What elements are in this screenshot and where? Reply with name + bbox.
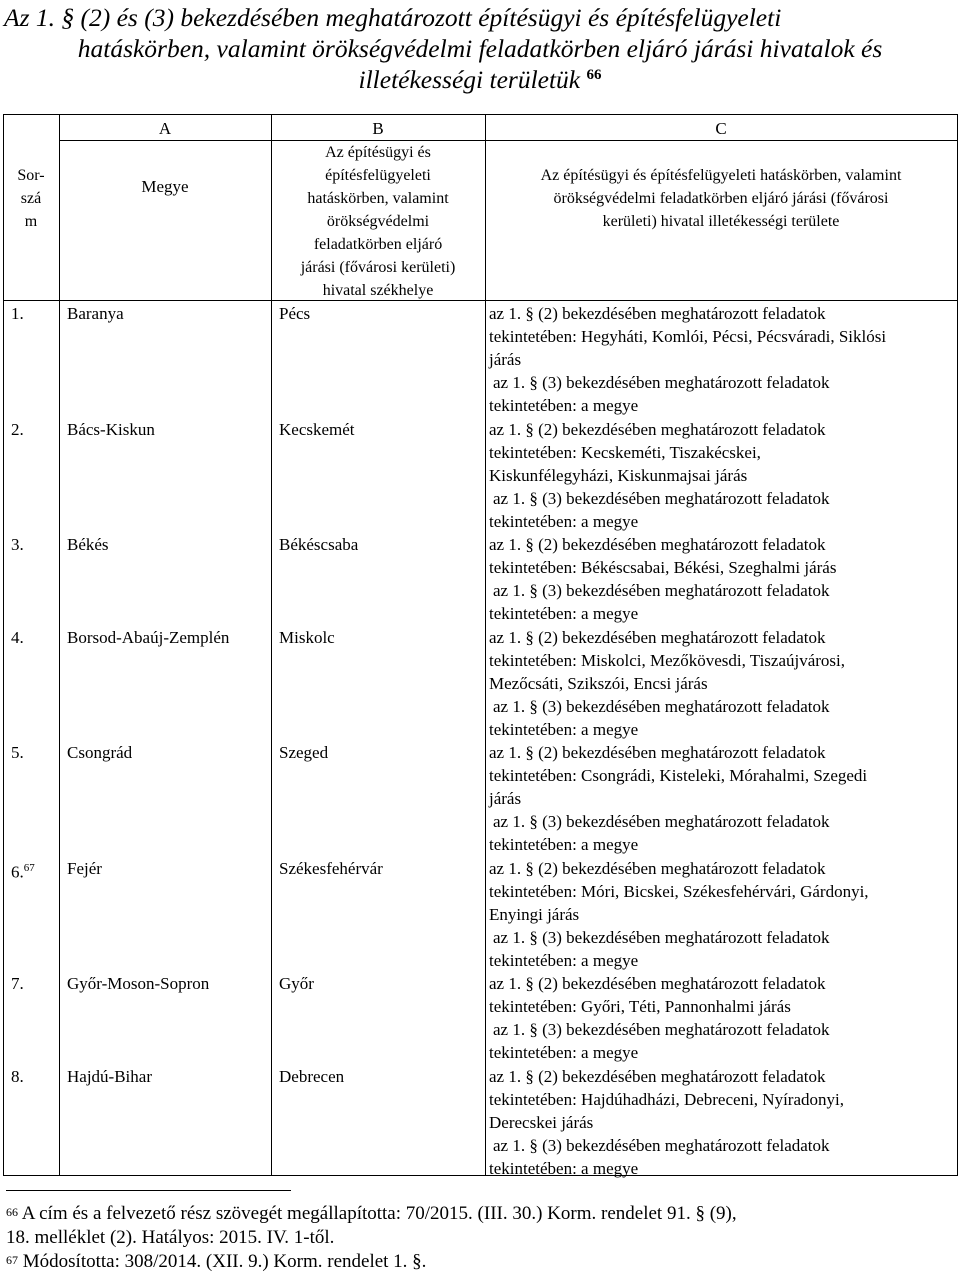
- jurisdiction-line: tekintetében: Hajdúhadházi, Debreceni, Nyíradonyi,: [489, 1090, 844, 1109]
- jurisdiction-line: az 1. § (3) bekezdésében meghatározott feladatok: [493, 581, 830, 600]
- jurisdiction-line: tekintetében: a megye: [489, 835, 639, 854]
- jurisdiction-line: tekintetében: Győri, Téti, Pannonhalmi járás: [489, 997, 791, 1016]
- title-footnote-ref[interactable]: 66: [586, 67, 602, 83]
- footnote-separator: [6, 1190, 291, 1191]
- county-name: Bács-Kiskun: [67, 420, 155, 439]
- jurisdiction-line: az 1. § (2) bekezdésében meghatározott feladatok: [489, 535, 826, 554]
- header-szekhely: Az építésügyi és építésfelügyeleti hatáskörben, valamint örökségvédelmi feladatkörben eljáró járási (fővárosi kerületi) hivatal székhelye: [300, 144, 456, 299]
- jurisdiction-line: tekintetében: Kecskeméti, Tiszakécskei,: [489, 443, 761, 462]
- header-megye: Megye: [141, 177, 189, 196]
- county-name: Hajdú-Bihar: [67, 1067, 152, 1086]
- row-footnote-ref[interactable]: 67: [23, 862, 35, 874]
- office-seat: Szeged: [279, 743, 329, 762]
- row-number: 1.: [11, 304, 24, 323]
- row-number: 5.: [11, 743, 24, 762]
- jurisdiction-line: az 1. § (2) bekezdésében meghatározott feladatok: [489, 974, 826, 993]
- jurisdiction-text: [489, 1065, 949, 1180]
- jurisdiction-text: [489, 741, 949, 856]
- row-number: 7.: [11, 974, 24, 993]
- jurisdiction-text: [489, 857, 949, 972]
- jurisdiction-line: az 1. § (2) bekezdésében meghatározott feladatok: [489, 304, 826, 323]
- office-seat: Debrecen: [279, 1067, 345, 1086]
- row-number: 8.: [11, 1067, 24, 1086]
- row-number: 3.: [11, 535, 24, 554]
- jurisdiction-line: az 1. § (3) bekezdésében meghatározott feladatok: [493, 697, 830, 716]
- title-line-3: illetékességi területük: [358, 65, 581, 94]
- jurisdiction-line: az 1. § (3) bekezdésében meghatározott feladatok: [493, 489, 830, 508]
- jurisdiction-line: az 1. § (2) bekezdésében meghatározott feladatok: [489, 1067, 826, 1086]
- office-seat: Miskolc: [279, 628, 335, 647]
- jurisdiction-line: az 1. § (3) bekezdésében meghatározott feladatok: [493, 928, 830, 947]
- jurisdiction-line: Derecskei járás: [489, 1113, 594, 1132]
- title-line-1: Az 1. § (2) és (3) bekezdésében meghatározott építésügyi és építésfelügyeleti: [4, 3, 782, 32]
- county-name: Csongrád: [67, 743, 133, 762]
- jurisdiction-line: tekintetében: Hegyháti, Komlói, Pécsi, Pécsváradi, Siklósi: [489, 327, 887, 346]
- jurisdiction-line: tekintetében: a megye: [489, 396, 639, 415]
- jurisdiction-line: az 1. § (3) bekezdésében meghatározott feladatok: [493, 812, 830, 831]
- jurisdiction-line: tekintetében: Békéscsabai, Békési, Szeghalmi járás: [489, 558, 837, 577]
- jurisdiction-text: [489, 302, 949, 417]
- jurisdiction-line: tekintetében: a megye: [489, 720, 639, 739]
- jurisdiction-line: az 1. § (2) bekezdésében meghatározott feladatok: [489, 628, 826, 647]
- jurisdiction-line: tekintetében: Csongrádi, Kisteleki, Mórahalmi, Szegedi: [489, 766, 868, 785]
- jurisdiction-line: tekintetében: Móri, Bicskei, Székesfehérvári, Gárdonyi,: [489, 882, 869, 901]
- county-name: Fejér: [67, 859, 102, 878]
- jurisdiction-line: járás: [489, 350, 522, 369]
- jurisdiction-line: Enyingi járás: [489, 905, 580, 924]
- jurisdiction-text: [489, 626, 949, 741]
- column-letter-b: B: [372, 119, 384, 138]
- office-seat: Pécs: [279, 304, 311, 323]
- county-name: Győr-Moson-Sopron: [67, 974, 210, 993]
- jurisdiction-line: tekintetében: a megye: [489, 604, 639, 623]
- jurisdiction-text: [489, 533, 949, 625]
- column-letter-a: A: [158, 119, 172, 138]
- jurisdiction-line: Kiskunfélegyházi, Kiskunmajsai járás: [489, 466, 748, 485]
- county-name: Békés: [67, 535, 109, 554]
- jurisdiction-line: tekintetében: a megye: [489, 1159, 639, 1178]
- jurisdiction-line: járás: [489, 789, 522, 808]
- jurisdiction-line: tekintetében: a megye: [489, 1043, 639, 1062]
- row-number: 4.: [11, 628, 24, 647]
- jurisdiction-line: az 1. § (2) bekezdésében meghatározott feladatok: [489, 859, 826, 878]
- footnote-66: $^{66}$ A cím és a felvezető rész szövegét megállapította: 70/2015. (III. 30.) Korm. rendelet 91. § (9), 18. melléklet (2). Hatályos: 2015. IV. 1-től.: [6, 1203, 737, 1248]
- jurisdiction-line: tekintetében: Miskolci, Mezőkövesdi, Tiszaújvárosi,: [489, 651, 846, 670]
- jurisdiction-line: tekintetében: a megye: [489, 951, 639, 970]
- header-sorszam: Sor- szá m: [17, 167, 45, 230]
- office-seat: Békéscsaba: [279, 535, 359, 554]
- header-illetekesseg: Az építésügyi és építésfelügyeleti hatáskörben, valamint örökségvédelmi feladatkörben eljáró járási (fővárosi kerületi) hivatal illetékességi területe: [540, 167, 902, 230]
- county-name: Baranya: [67, 304, 124, 323]
- jurisdiction-table: [3, 114, 958, 1176]
- jurisdiction-line: Mezőcsáti, Szikszói, Encsi járás: [489, 674, 708, 693]
- jurisdiction-line: az 1. § (2) bekezdésében meghatározott feladatok: [489, 743, 826, 762]
- jurisdiction-line: az 1. § (3) bekezdésében meghatározott feladatok: [493, 1020, 830, 1039]
- office-seat: Székesfehérvár: [279, 859, 383, 878]
- row-number: 6.67: [11, 862, 35, 882]
- office-seat: Győr: [279, 974, 314, 993]
- document-title: [0, 2, 960, 95]
- jurisdiction-line: tekintetében: a megye: [489, 512, 639, 531]
- row-number: 2.: [11, 420, 24, 439]
- jurisdiction-line: az 1. § (2) bekezdésében meghatározott feladatok: [489, 420, 826, 439]
- jurisdiction-line: az 1. § (3) bekezdésében meghatározott feladatok: [493, 373, 830, 392]
- office-seat: Kecskemét: [279, 420, 355, 439]
- jurisdiction-line: az 1. § (3) bekezdésében meghatározott feladatok: [493, 1136, 830, 1155]
- column-letter-c: C: [715, 119, 727, 138]
- jurisdiction-text: [489, 972, 949, 1064]
- county-name: Borsod-Abaúj-Zemplén: [67, 628, 230, 647]
- footnote-67: $^{67}$ Módosította: 308/2014. (XII. 9.) Korm. rendelet 1. §.: [6, 1251, 427, 1272]
- title-line-2: hatáskörben, valamint örökségvédelmi feladatkörben eljáró járási hivatalok és: [77, 34, 883, 63]
- jurisdiction-text: [489, 418, 949, 533]
